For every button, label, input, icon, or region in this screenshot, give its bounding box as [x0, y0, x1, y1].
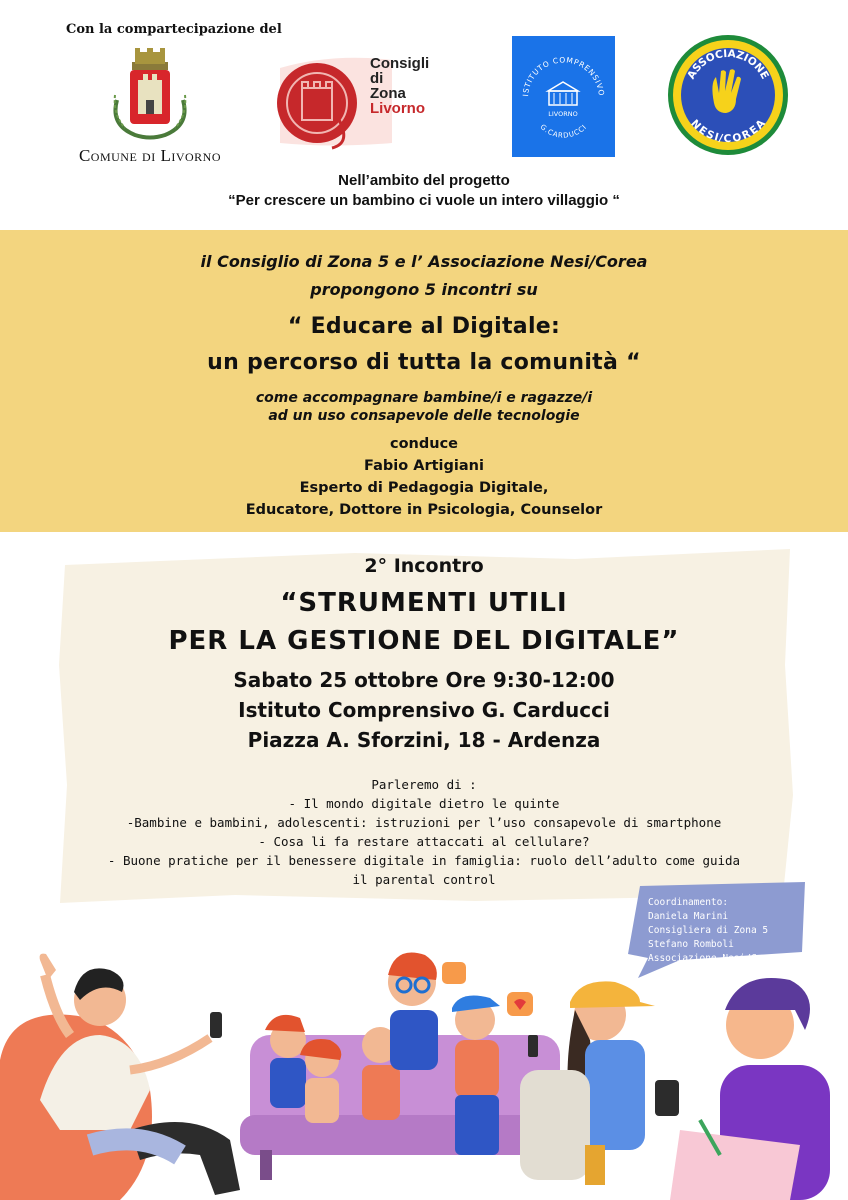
event-venue: Istituto Comprensivo G. Carducci: [238, 698, 610, 722]
intro-band: [0, 230, 848, 532]
family-illustration: [0, 940, 848, 1200]
comune-livorno-logo: [60, 40, 240, 175]
svg-text:ASSOCIAZIONE: ASSOCIAZIONE: [685, 47, 771, 82]
people-with-phones-icon: [0, 940, 848, 1200]
topic-item: il parental control: [352, 872, 496, 887]
series-title-1: “ Educare al Digitale:: [287, 314, 561, 339]
event-address: Piazza A. Sforzini, 18 - Ardenza: [247, 728, 601, 752]
project-line-2: “Per crescere un bambino ci vuole un intero villaggio “: [228, 192, 620, 209]
conductor-role-2: Educatore, Dottore in Psicologia, Counselor: [245, 502, 603, 518]
comune-crest-icon: [105, 40, 195, 140]
event-title-2: PER LA GESTIONE DEL DIGITALE”: [168, 626, 680, 656]
intro-line-2: propongono 5 incontri su: [310, 280, 538, 299]
conductor-label: conduce: [389, 436, 458, 452]
topic-item: - Cosa li fa restare attaccati al cellulare?: [258, 834, 590, 849]
event-date: Sabato 25 ottobre Ore 9:30-12:00: [233, 668, 615, 692]
comune-caption: Comune di Livorno: [78, 146, 222, 165]
credit-text: Con la compartecipazione del: [66, 22, 282, 37]
istituto-emblem-icon: [512, 36, 615, 157]
topic-item: - Buone pratiche per il benessere digitale in famiglia: ruolo dell’adulto come guida: [107, 853, 741, 868]
series-title-2: un percorso di tutta la comunità “: [207, 350, 641, 375]
nesi-corea-logo: [666, 33, 790, 157]
svg-text:NESI/COREA: NESI/COREA: [688, 117, 768, 146]
topic-item: - Il mondo digitale dietro le quinte: [288, 796, 560, 811]
svg-text:LIVORNO: LIVORNO: [548, 110, 578, 118]
consigli-title: Consigli di Zona Livorno: [370, 55, 430, 117]
consigli-di-zona-logo: [272, 48, 462, 158]
topic-item: -Bambine e bambini, adolescenti: istruzioni per l’uso consapevole di smartphone: [126, 815, 722, 830]
event-number: 2° Incontro: [364, 555, 484, 577]
series-subtitle-1: come accompagnare bambine/i e ragazze/i: [255, 390, 593, 406]
consigli-emblem-icon: [272, 48, 462, 158]
conductor-role-1: Esperto di Pedagogia Digitale,: [299, 480, 549, 496]
event-title-1: “STRUMENTI UTILI: [280, 588, 568, 618]
conductor-name: Fabio Artigiani: [364, 458, 484, 474]
series-subtitle-2: ad un uso consapevole delle tecnologie: [268, 408, 580, 424]
coordination-text: Coordinamento: Daniela Marini Consigliera di Zona 5 Stefano Romboli Associazione Nesi/Corea: [648, 897, 780, 964]
svg-text:G.CARDUCCI: G.CARDUCCI: [538, 122, 589, 140]
svg-text:ISTITUTO COMPRENSIVO: ISTITUTO COMPRENSIVO: [521, 55, 607, 97]
project-line-1: Nell’ambito del progetto: [338, 172, 510, 189]
topics-heading: Parleremo di :: [371, 777, 477, 792]
intro-line-1: il Consiglio di Zona 5 e l’ Associazione Nesi/Corea: [200, 252, 648, 271]
nesi-emblem-icon: [666, 33, 790, 157]
istituto-carducci-logo: [512, 36, 615, 157]
